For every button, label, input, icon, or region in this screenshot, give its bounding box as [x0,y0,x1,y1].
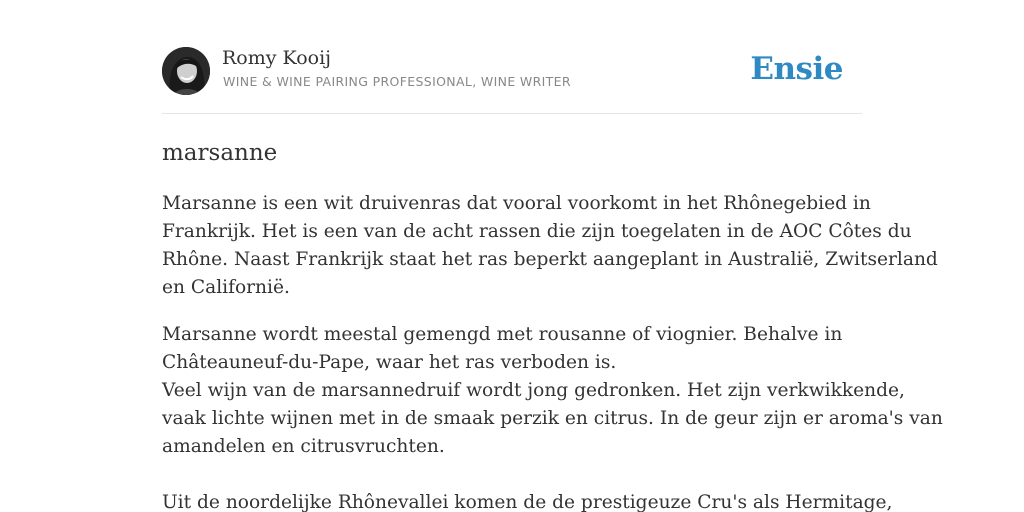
author-name[interactable]: Romy Kooij [222,47,332,69]
author-header [162,0,862,114]
text-line: Rhône. Naast Frankrijk staat het ras beperkt aangeplant in Australië, Zwitserland [162,249,938,270]
paragraph-2 [162,321,943,512]
ensie-logo[interactable]: Ensie [750,51,843,87]
author-avatar[interactable] [162,47,210,95]
definition-body [162,190,943,512]
article-container [162,0,943,512]
topic-title: marsanne [162,140,278,166]
paragraph-1 [162,190,938,302]
text-line: en Californië. [162,277,290,298]
text-line: Frankrijk. Het is een van de acht rassen die zijn toegelaten in de AOC Côtes du [162,221,912,242]
avatar-portrait-icon [162,47,210,95]
author-role: WINE & WINE PAIRING PROFESSIONAL, WINE WRITER [223,74,571,89]
text-line: Uit de noordelijke Rhônevallei komen de de prestigeuze Cru's als Hermitage, [162,492,893,512]
line-break [162,461,866,489]
text-line: amandelen en citrusvruchten. [162,436,445,457]
text-line: Châteauneuf-du-Pape, waar het ras verboden is. [162,352,617,373]
text-line: vaak lichte wijnen met in de smaak perzik en citrus. In de geur zijn er aroma's van [162,408,943,429]
text-line: Marsanne is een wit druivenras dat vooral voorkomt in het Rhônegebied in [162,193,871,214]
text-line: Marsanne wordt meestal gemengd met rousanne of viognier. Behalve in [162,324,843,345]
text-line: Veel wijn van de marsannedruif wordt jong gedronken. Het zijn verkwikkende, [162,380,905,401]
